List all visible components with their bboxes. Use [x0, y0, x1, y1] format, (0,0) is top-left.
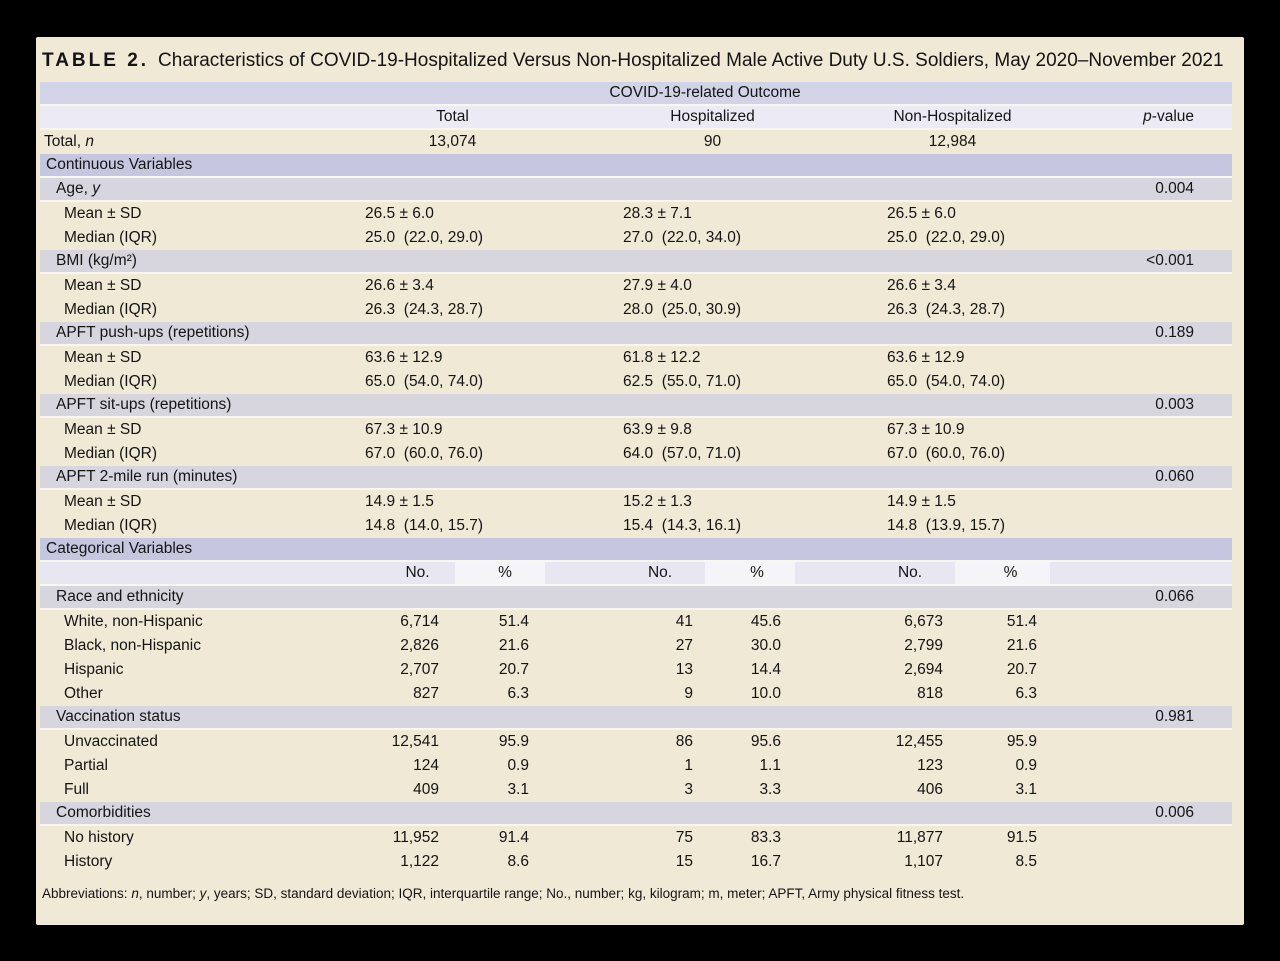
subheader-pct-non-hospitalized: % [955, 562, 1050, 584]
category-row [40, 850, 1232, 874]
value-cell-total: 65.0 (54.0, 74.0) [365, 373, 484, 390]
pct-cell-total: 20.7 [498, 661, 529, 678]
value-cell-non-hospitalized: 67.0 (60.0, 76.0) [887, 445, 1006, 462]
value-cell-total: 67.0 (60.0, 76.0) [365, 445, 484, 462]
value-cell-hospitalized: 15.4 (14.3, 16.1) [623, 517, 742, 534]
pct-cell-total: 0.9 [507, 757, 529, 774]
row-label: Mean ± SD [64, 349, 142, 366]
pct-cell-hospitalized: 10.0 [750, 685, 781, 702]
pct-cell-non-hospitalized: 8.5 [1015, 853, 1037, 870]
column-header-total: Total [436, 108, 469, 125]
category-row [40, 658, 1232, 682]
value-cell-total: 26.3 (24.3, 28.7) [365, 301, 484, 318]
row-label: Mean ± SD [64, 277, 142, 294]
pct-cell-total: 6.3 [507, 685, 529, 702]
variable-label-text: Comorbidities [56, 804, 151, 821]
row-label: Mean ± SD [64, 205, 142, 222]
stat-row [40, 202, 1232, 226]
value-cell-total: 63.6 ± 12.9 [365, 349, 443, 366]
footnote-y-italic: y [199, 886, 207, 901]
value-cell-total: 26.6 ± 3.4 [365, 277, 434, 294]
section-label: Continuous Variables [46, 156, 193, 173]
row-label: Median (IQR) [64, 229, 158, 246]
value-cell-non-hospitalized: 63.6 ± 12.9 [887, 349, 965, 366]
characteristics-table [40, 82, 1232, 874]
variable-label-text: BMI (kg/m²) [56, 252, 137, 269]
row-label: Other [64, 685, 103, 702]
footnote-mid: , number; [138, 886, 200, 901]
stat-row [40, 442, 1232, 466]
value-cell-non-hospitalized: 65.0 (54.0, 74.0) [887, 373, 1006, 390]
stat-row [40, 418, 1232, 442]
value-cell-hospitalized: 27.0 (22.0, 34.0) [623, 229, 742, 246]
subheader-pct-total: % [455, 562, 545, 584]
variable-label [40, 250, 1050, 272]
subheader-no-total: No. [405, 564, 430, 581]
pct-cell-hospitalized: 83.3 [750, 829, 781, 846]
pct-cell-non-hospitalized: 21.6 [1006, 637, 1037, 654]
variable-label [40, 466, 1050, 488]
pct-cell-total: 51.4 [498, 613, 529, 630]
variable-label [40, 706, 1050, 728]
variable-label-italic: y [92, 180, 100, 197]
abbreviations-footnote [36, 886, 1244, 901]
row-label: Full [64, 781, 89, 798]
row-label: White, non-Hispanic [64, 613, 203, 630]
value-cell-hospitalized: 64.0 (57.0, 71.0) [623, 445, 742, 462]
p-italic: p [1143, 108, 1152, 125]
variable-label-text: APFT sit-ups (repetitions) [56, 396, 232, 413]
table-figure [36, 37, 1244, 925]
no-cell-non-hospitalized: 11,877 [896, 829, 943, 846]
no-cell-total: 2,826 [400, 637, 439, 654]
section-row [40, 538, 1232, 562]
variable-row [40, 706, 1232, 730]
variable-row [40, 466, 1232, 490]
variable-label-text: Age, [56, 180, 93, 197]
p-value-cell: 0.189 [1155, 324, 1194, 341]
value-cell-hospitalized: 28.3 ± 7.1 [623, 205, 692, 222]
total-label: Total, [44, 133, 86, 150]
value-cell-total: 25.0 (22.0, 29.0) [365, 229, 484, 246]
p-value-cell: 0.004 [1155, 180, 1194, 197]
p-value-cell: 0.003 [1155, 396, 1194, 413]
no-cell-non-hospitalized: 6,673 [904, 613, 943, 630]
no-cell-total: 827 [413, 685, 439, 702]
stat-row [40, 226, 1232, 250]
no-cell-non-hospitalized: 406 [917, 781, 943, 798]
variable-label-text: Vaccination status [56, 708, 181, 725]
no-cell-hospitalized: 15 [675, 853, 693, 870]
stat-row [40, 346, 1232, 370]
subheader-no-non-hospitalized: No. [897, 564, 923, 581]
pct-cell-non-hospitalized: 20.7 [1006, 661, 1037, 678]
table-title [36, 37, 1244, 82]
total-n-hospitalized: 90 [703, 133, 722, 150]
value-cell-hospitalized: 28.0 (25.0, 30.9) [623, 301, 742, 318]
row-label: Mean ± SD [64, 493, 142, 510]
category-row [40, 826, 1232, 850]
footnote-rest: , years; SD, standard deviation; IQR, interquartile range; No., number; kg, kilogram; m, meter; APFT, Army physical fitness test. [206, 886, 965, 901]
category-row [40, 610, 1232, 634]
category-row [40, 730, 1232, 754]
no-cell-non-hospitalized: 1,107 [904, 853, 943, 870]
value-cell-total: 67.3 ± 10.9 [365, 421, 443, 438]
pct-cell-total: 8.6 [507, 853, 529, 870]
no-cell-hospitalized: 3 [684, 781, 693, 798]
variable-label [40, 322, 1050, 344]
value-cell-non-hospitalized: 14.9 ± 1.5 [887, 493, 956, 510]
pct-cell-hospitalized: 16.7 [750, 853, 781, 870]
no-cell-hospitalized: 27 [675, 637, 693, 654]
row-label: Hispanic [64, 661, 124, 678]
value-cell-hospitalized: 61.8 ± 12.2 [623, 349, 701, 366]
variable-label [40, 394, 1050, 416]
table-caption: Characteristics of COVID-19-Hospitalized Versus Non-Hospitalized Male Active Duty U.S. Soldiers, May 2020–November 2021 [158, 50, 1224, 71]
category-row [40, 634, 1232, 658]
value-cell-total: 14.8 (14.0, 15.7) [365, 517, 484, 534]
row-label: History [64, 853, 113, 870]
variable-label [40, 586, 1050, 608]
no-cell-hospitalized: 75 [675, 829, 693, 846]
pct-cell-hospitalized: 45.6 [750, 613, 781, 630]
section-label: Categorical Variables [46, 540, 193, 557]
variable-row [40, 802, 1232, 826]
row-label: Median (IQR) [64, 517, 158, 534]
no-cell-non-hospitalized: 123 [917, 757, 943, 774]
p-value-cell: <0.001 [1146, 252, 1194, 269]
no-cell-total: 2,707 [400, 661, 439, 678]
total-label-italic: n [85, 133, 94, 150]
stat-row [40, 514, 1232, 538]
pct-cell-non-hospitalized: 91.5 [1006, 829, 1037, 846]
pct-cell-total: 91.4 [498, 829, 529, 846]
no-cell-total: 11,952 [392, 829, 439, 846]
no-cell-non-hospitalized: 2,694 [904, 661, 943, 678]
pct-cell-hospitalized: 14.4 [750, 661, 781, 678]
outcome-header-row [40, 82, 1232, 106]
pct-cell-hospitalized: 95.6 [750, 733, 781, 750]
variable-row [40, 322, 1232, 346]
value-cell-non-hospitalized: 26.6 ± 3.4 [887, 277, 956, 294]
category-row [40, 778, 1232, 802]
no-cell-non-hospitalized: 2,799 [904, 637, 943, 654]
no-cell-total: 124 [413, 757, 439, 774]
column-header-p-value [1050, 106, 1232, 128]
column-header-non-hospitalized: Non-Hospitalized [893, 108, 1012, 125]
stat-row [40, 298, 1232, 322]
variable-label [40, 178, 1050, 200]
row-label [40, 130, 360, 154]
value-cell-non-hospitalized: 26.5 ± 6.0 [887, 205, 956, 222]
variable-row [40, 178, 1232, 202]
variable-label-text: Race and ethnicity [56, 588, 184, 605]
variable-label [40, 802, 1050, 824]
p-value-cell: 0.060 [1155, 468, 1194, 485]
value-cell-non-hospitalized: 14.8 (13.9, 15.7) [887, 517, 1006, 534]
row-label: Median (IQR) [64, 301, 158, 318]
no-cell-total: 409 [413, 781, 439, 798]
section-row [40, 154, 1232, 178]
table-number: TABLE 2. [42, 50, 150, 71]
p-value-cell: 0.006 [1155, 804, 1194, 821]
row-label: Mean ± SD [64, 421, 142, 438]
variable-label-text: APFT 2-mile run (minutes) [56, 468, 238, 485]
category-row [40, 754, 1232, 778]
column-header-hospitalized: Hospitalized [670, 108, 755, 125]
no-cell-hospitalized: 41 [675, 613, 693, 630]
variable-row [40, 394, 1232, 418]
pct-cell-non-hospitalized: 6.3 [1015, 685, 1037, 702]
pct-cell-non-hospitalized: 0.9 [1015, 757, 1037, 774]
no-cell-total: 1,122 [400, 853, 439, 870]
no-cell-hospitalized: 86 [675, 733, 693, 750]
total-n-non-hospitalized: 12,984 [928, 133, 977, 150]
pct-cell-non-hospitalized: 3.1 [1015, 781, 1037, 798]
value-cell-non-hospitalized: 67.3 ± 10.9 [887, 421, 965, 438]
subheader-pct-hospitalized: % [705, 562, 795, 584]
variable-label-text: APFT push-ups (repetitions) [56, 324, 250, 341]
pct-cell-hospitalized: 3.3 [759, 781, 781, 798]
subheader-row [40, 562, 1232, 586]
value-cell-hospitalized: 27.9 ± 4.0 [623, 277, 692, 294]
outcome-header: COVID-19-related Outcome [609, 84, 801, 101]
row-label: Unvaccinated [64, 733, 158, 750]
p-value-cell: 0.066 [1155, 588, 1194, 605]
no-cell-non-hospitalized: 818 [917, 685, 943, 702]
pct-cell-hospitalized: 30.0 [750, 637, 781, 654]
stat-row [40, 274, 1232, 298]
pct-cell-total: 3.1 [507, 781, 529, 798]
value-cell-non-hospitalized: 25.0 (22.0, 29.0) [887, 229, 1006, 246]
no-cell-total: 12,541 [391, 733, 439, 750]
value-cell-hospitalized: 15.2 ± 1.3 [623, 493, 692, 510]
total-n-total: 13,074 [428, 133, 477, 150]
pct-cell-total: 21.6 [498, 637, 529, 654]
row-label: Partial [64, 757, 108, 774]
pct-cell-non-hospitalized: 95.9 [1006, 733, 1037, 750]
stat-row [40, 370, 1232, 394]
p-value-cell: 0.981 [1155, 708, 1194, 725]
row-label: Black, non-Hispanic [64, 637, 201, 654]
no-cell-hospitalized: 13 [675, 661, 693, 678]
variable-row [40, 586, 1232, 610]
p-rest: -value [1151, 108, 1194, 125]
footnote-pre: Abbreviations: [42, 886, 132, 901]
row-label: Median (IQR) [64, 445, 158, 462]
column-header-row [40, 106, 1232, 130]
row-label: No history [64, 829, 134, 846]
value-cell-hospitalized: 62.5 (55.0, 71.0) [623, 373, 742, 390]
value-cell-non-hospitalized: 26.3 (24.3, 28.7) [887, 301, 1006, 318]
value-cell-total: 14.9 ± 1.5 [365, 493, 434, 510]
value-cell-total: 26.5 ± 6.0 [365, 205, 434, 222]
variable-row [40, 250, 1232, 274]
stat-row [40, 490, 1232, 514]
value-cell-hospitalized: 63.9 ± 9.8 [623, 421, 692, 438]
subheader-no-hospitalized: No. [647, 564, 673, 581]
total-row [40, 130, 1232, 154]
no-cell-hospitalized: 1 [684, 757, 693, 774]
no-cell-non-hospitalized: 12,455 [895, 733, 943, 750]
footnote-n-italic: n [131, 886, 139, 901]
no-cell-hospitalized: 9 [684, 685, 693, 702]
row-label: Median (IQR) [64, 373, 158, 390]
pct-cell-hospitalized: 1.1 [759, 757, 781, 774]
no-cell-total: 6,714 [400, 613, 439, 630]
pct-cell-total: 95.9 [498, 733, 529, 750]
category-row [40, 682, 1232, 706]
pct-cell-non-hospitalized: 51.4 [1006, 613, 1037, 630]
